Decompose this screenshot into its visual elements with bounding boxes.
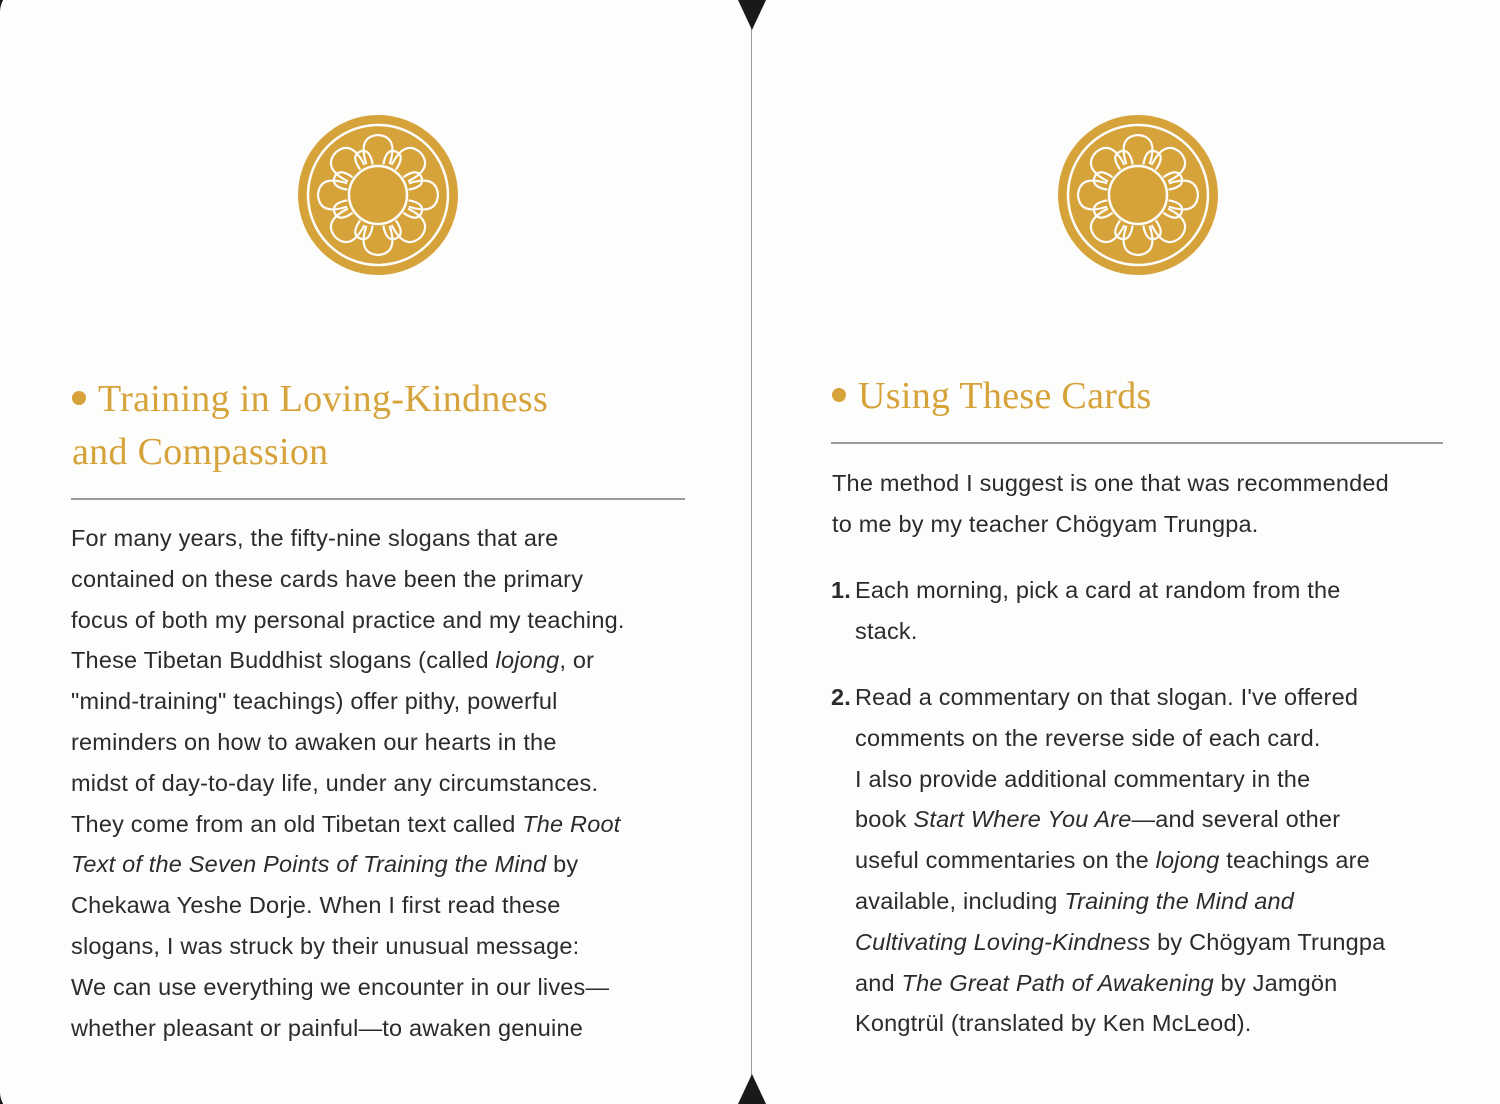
text-run: by Jamgön — [1213, 969, 1338, 996]
text-run: contained on these cards have been the primary — [71, 565, 584, 592]
text-line — [855, 677, 1481, 718]
text-run: Each morning, pick a card at random from the — [855, 577, 1341, 603]
text-run: These Tibetan Buddhist slogans (called — [71, 647, 496, 674]
card-title — [72, 373, 692, 479]
italic-run: The Great Path of Awakening — [901, 969, 1214, 996]
text-run: For many years, the fifty-nine slogans that are — [71, 525, 559, 551]
text-run: by — [546, 851, 579, 878]
text-line — [855, 840, 1481, 881]
text-line — [832, 504, 1472, 545]
text-line — [855, 611, 1481, 652]
text-line — [71, 681, 711, 722]
step-text — [855, 677, 1481, 1044]
text-line — [855, 570, 1481, 611]
text-run: comments on the reverse side of each card. — [855, 724, 1321, 751]
title-divider — [71, 498, 685, 500]
text-run: We can use everything we encounter in our lives— — [71, 973, 610, 1000]
text-line — [71, 967, 711, 1008]
text-line — [855, 718, 1481, 759]
title-divider — [831, 442, 1443, 444]
text-line — [855, 922, 1481, 963]
text-line — [855, 799, 1481, 840]
text-run: whether pleasant or painful—to awaken genuine — [71, 1014, 583, 1041]
italic-run: The Root — [522, 810, 621, 837]
italic-run: Text of the Seven Points of Training the Mind — [71, 851, 547, 878]
text-run: Chekawa Yeshe Dorje. When I first read these — [71, 892, 561, 919]
card-title — [832, 370, 1452, 423]
text-line — [71, 722, 711, 763]
italic-run: lojong — [495, 647, 560, 674]
card-title-text: Using These Cards — [858, 375, 1152, 417]
text-line — [71, 844, 711, 885]
text-run: They come from an old Tibetan text called — [71, 810, 523, 837]
text-line — [71, 885, 711, 926]
text-line — [71, 926, 711, 967]
italic-run: Start Where You Are — [913, 806, 1132, 833]
text-line — [855, 759, 1481, 800]
text-run: available, including — [855, 887, 1065, 914]
step-1 — [831, 570, 1481, 652]
step-number: 1. — [831, 577, 851, 603]
right-card — [751, 0, 1500, 1104]
gold-bullet-icon — [832, 388, 846, 402]
text-line — [855, 963, 1481, 1004]
text-line — [855, 881, 1481, 922]
lotus-medallion-icon — [1056, 113, 1220, 277]
italic-run: Cultivating Loving-Kindness — [855, 928, 1151, 955]
text-run: useful commentaries on the — [855, 847, 1156, 874]
text-run: and — [855, 969, 902, 996]
lotus-medallion-icon — [296, 113, 460, 277]
text-run: stack. — [855, 617, 918, 644]
card-body-text — [71, 518, 711, 1048]
text-run: "mind-training" teachings) offer pithy, powerful — [71, 688, 558, 715]
text-line — [71, 600, 711, 641]
text-run: Kongtrül (translated by Ken McLeod). — [855, 1010, 1252, 1037]
text-line — [855, 1003, 1481, 1044]
text-line — [71, 1008, 711, 1049]
card-title-line-1: Training in Loving-Kindness — [98, 378, 549, 420]
intro-paragraph — [832, 463, 1472, 545]
italic-run: lojong — [1155, 847, 1220, 874]
text-run: The method I suggest is one that was recommended — [832, 470, 1389, 496]
text-run: by Chögyam Trungpa — [1150, 928, 1386, 955]
text-line — [71, 559, 711, 600]
text-line — [71, 640, 711, 681]
text-run: reminders on how to awaken our hearts in the — [71, 728, 557, 755]
text-run: , or — [559, 647, 595, 674]
italic-run: Training the Mind and — [1064, 887, 1295, 914]
text-run: focus of both my personal practice and my teaching. — [71, 606, 625, 633]
text-line — [71, 804, 711, 845]
text-run: to me by my teacher Chögyam Trungpa. — [832, 510, 1259, 537]
step-text — [855, 570, 1481, 652]
text-line — [832, 463, 1472, 504]
gold-bullet-icon — [72, 391, 86, 405]
text-run: —and several other — [1131, 806, 1341, 833]
step-2 — [831, 677, 1481, 1044]
text-run: I also provide additional commentary in the — [855, 765, 1311, 792]
text-line — [71, 518, 711, 559]
text-run: slogans, I was struck by their unusual message: — [71, 932, 580, 959]
step-number: 2. — [831, 684, 851, 710]
text-line — [71, 763, 711, 804]
text-run: midst of day-to-day life, under any circumstances. — [71, 769, 599, 796]
text-run: Read a commentary on that slogan. I've offered — [855, 684, 1359, 710]
text-run: book — [855, 806, 914, 833]
card-title-line-2: and Compassion — [72, 431, 329, 473]
text-run: teachings are — [1219, 847, 1370, 874]
